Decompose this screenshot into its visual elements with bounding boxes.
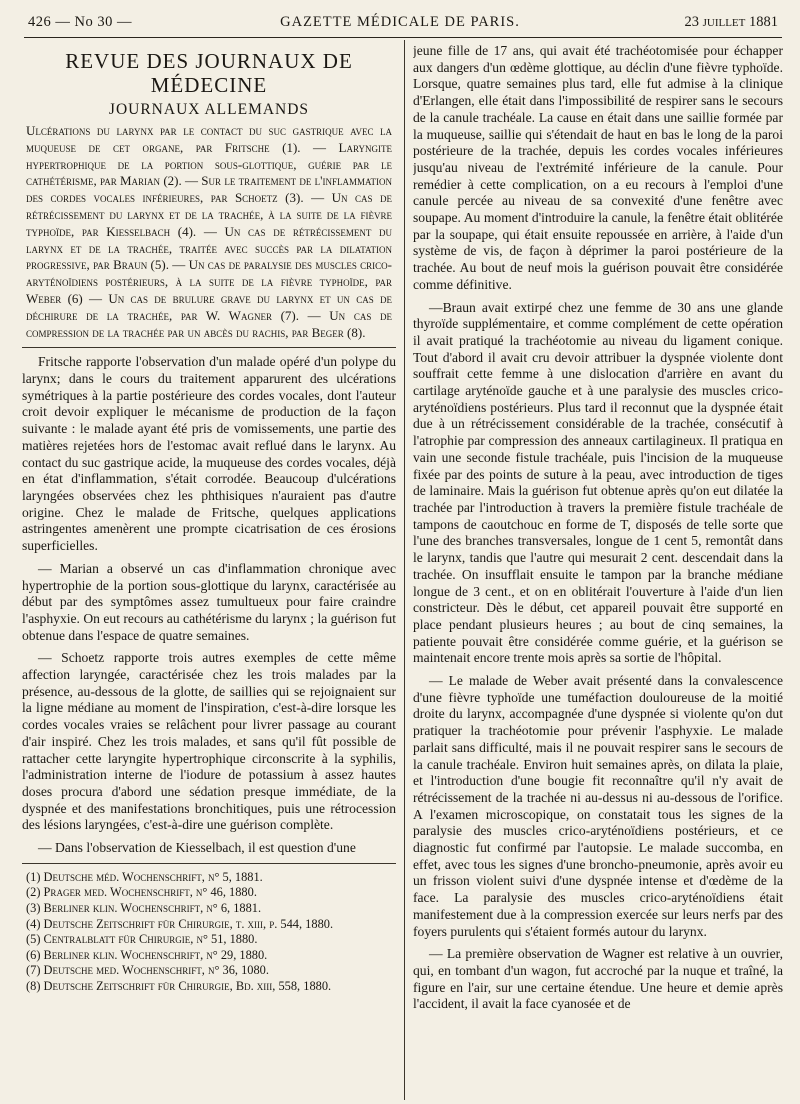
paragraph-fritsche: Fritsche rapporte l'observation d'un malade opéré d'un polype du larynx; dans le cours du traitement apparurent des ulcérations symétriques à la partie postérieure des cordes vocales, dont l'auteur croit devoir expliquer le mécanisme de production de la façon suivante : le malade ayant été pris de vomissements, une partie des matières rejetées hors de l'estomac avait reflué dans le larynx. Au contact du suc gastrique acide, la muqueuse des cordes vocales, déjà en état d'inflammation, s'était corrodée. Beaucoup d'ulcérations laryngées observées chez les phthisiques n'auraient pas d'autre origine. Chez le malade de Fritsche, quelques applications astringentes amenèrent une prompte cicatrisation de ces érosions superficielles. — [22, 354, 396, 554]
section-title: REVUE DES JOURNAUX DE MÉDECINE — [65, 49, 353, 97]
footnotes — [22, 870, 396, 995]
paragraph-schoetz: — Schoetz rapporte trois autres exemples de cette même affection laryngée, caractérisée chez les trois malades par la présence, au-dessous de la glotte, de saillies qui se rejoignaient sur la ligne médiane au moment de l'inspiration, c'est-à-dire lorsque les cordes vocales vraies se relâchent pour livrer passage au courant d'air inspiré. Chez les trois malades, et sans qu'il fût possible de rattacher cette laryngite hypertrophique circonscrite à la syphilis, l'administration interne de l'iodure de potassium à assez hautes doses procura d'abord une sédation presque immédiate, de la dyspnée et des manifestations bronchitiques, puis une rétrocession des lésions laryngées, c'est-à-dire une guérison complète. — [22, 650, 396, 833]
paragraph-wagner: — La première observation de Wagner est relative à un ouvrier, qui, en tombant d'un wagon, fut accroché par la nuque et traîné, la figure en l'air, sur une certaine étendue. Une heure et demie après l'accident, il avait la face cyanosée et de — [413, 946, 783, 1012]
footnote: (7) Deutsche med. Wochenschrift, n° 36, 1080. — [26, 963, 269, 978]
issue-number: — No 30 — — [55, 14, 132, 30]
column-divider — [404, 40, 405, 1100]
journal-title: GAZETTE MÉDICALE DE PARIS. — [280, 14, 520, 30]
footnote: (2) Prager med. Wochenschrift, n° 46, 1880. — [26, 885, 257, 900]
paragraph-kiesselbach-start: — Dans l'observation de Kiesselbach, il est question d'une — [38, 840, 356, 856]
section-summary: Ulcérations du larynx par le contact du suc gastrique avec la muqueuse de cet organe, par Fritsche (1). — Laryngite hypertrophique de la portion sous-glottique, guérie par le cathétérisme, par Marian (2). — Sur le traitement de l'inflammation des cordes vocales inférieures, par Schoetz (3). — Un cas de rétrécissement du larynx et de la trachée, à la suite de la fièvre typhoïde, par Kiesselbach (4). — Un cas de rétrécissement du larynx et de la trachée, traitée avec succès par la dilatation progressive, par Braun (5). — Un cas de paralysie des muscles crico-aryténoïdiens postérieurs, à la suite de la fièvre typhoïde, par Weber (6) — Un cas de brulure grave du larynx et un cas de déchirure de la trachée, par W. Wagner (7). — Un cas de compression de la trachée par un abcès du rachis, par Beger (8). — [26, 123, 392, 340]
footnote: (8) Deutsche Zeitschrift für Chirurgie, Bd. xiii, 558, 1880. — [26, 978, 332, 993]
footnote: (6) Berliner klin. Wochenschrift, n° 29, 1880. — [26, 947, 268, 962]
left-column — [22, 43, 396, 1098]
date-year: 1881 — [749, 14, 778, 30]
page-number: 426 — [28, 14, 52, 30]
footnote: (1) Deutsche méd. Wochenschrift, n° 5, 1881. — [26, 869, 263, 884]
right-column — [413, 43, 783, 1098]
footnotes-rule — [22, 863, 396, 864]
date-month: JUILLET — [702, 17, 746, 29]
paragraph-marian: — Marian a observé un cas d'inflammation chronique avec hypertrophie de la portion sous-glottique du larynx, caractérisée au début par des symptômes assez tumultueux pour faire craindre l'asphyxie. On eut recours au cathétérisme du larynx ; la guérison fut obtenue dans l'espace de quatre semaines. — [22, 560, 396, 643]
paragraph-kiesselbach-cont: jeune fille de 17 ans, qui avait été trachéotomisée pour échapper aux dangers d'un œdème glottique, au déclin d'une fièvre typhoïde. Lorsque, quatre semaines plus tard, elle fut admise à la clinique d'Erlangen, elle était dans l'impossibilité de respirer sans le secours de la canule trachéale. La cause en était dans une saillie formée par la muqueuse, saillie qui s'étendait de haut en bas le long de la paroi postérieure de la trachée, depuis les cordes vocales inférieures jusqu'au niveau de l'extrémité inférieure de la canule. Pour remédier à cette complication, on a eu recours à l'emploi d'une canule percée au niveau de sa convexité d'une fenêtre avec soupape. Au moment d'introduire la canule, la fenêtre était oblitérée par la soupape, qui était ensuite repoussée en arrière, à l'aide d'un système de vis, de façon à déprimer la paroi postérieure de la trachée. Au bout de neuf mois la guérison pouvait être considérée comme définitive. — [413, 43, 783, 292]
date-day: 23 — [684, 14, 699, 30]
issue-date — [684, 14, 778, 31]
footnote: (5) Centralblatt für Chirurgie, n° 51, 1880. — [26, 932, 258, 947]
page-header — [20, 10, 780, 36]
footnote: (3) Berliner klin. Wochenschrift, n° 6, 1881. — [26, 900, 262, 915]
summary-rule — [22, 347, 396, 348]
paragraph-weber: — Le malade de Weber avait présenté dans la convalescence d'une fièvre typhoïde une tuméfaction douloureuse de la moitié droite du larynx, accompagnée d'une dyspnée si violente qu'on dut pratiquer la trachéotomie pour prévenir l'asphyxie. Le malade parlait sans difficulté, mais il ne pouvait respirer sans le secours de la canule trachéale. Environ huit semaines après, on dilata la plaie, et l'introduction d'une bougie fit reconnaître qu'il n'y avait de rétrécissement de la trachée ni au-dessus ni au-dessous de l'orifice. A l'examen microscopique, on constatait tous les signes de la paralysie des muscles crico-aryténoïdiens postérieurs, et ce diagnostic fut confirmé par l'autopsie. Le malade succomba, en effet, avec tous les signes d'une broncho-pneumonie, après avoir eu un frisson violent suivi d'une dyspnée intense et d'œdème de la face. La paralysie des muscles crico-aryténoïdiens était manifestement due à la compression exercée sur leurs nerfs par des foyers purulents qui s'étaient formés autour du larynx. — [413, 673, 783, 939]
section-subtitle: JOURNAUX ALLEMANDS — [108, 101, 310, 118]
paragraph-braun: —Braun avait extirpé chez une femme de 30 ans une glande thyroïde supplémentaire, et comme complément de cette opération il avait pratiqué la trachéotomie au niveau du ligament conique. Tout d'abord il avait cru devoir attribuer la dyspnée violente dont souffrait cette femme à une dislocation d'arrière en avant du cartilage aryténoïde gauche et à une paralysie des muscles crico-aryténoïdiens postérieurs. Plus tard il reconnut que la dyspnée était due à un rétrécissement considérable de la trachée, consécutif à l'atrophie par compression des anneaux cartilagineux. Il pratiqua en vain une seconde fistule trachéale, puis l'incision de la muqueuse fixée par des points de suture à la peau, avec introduction de tiges de laminaire. Mais la guérison fut obtenue après qu'on eut dilatée la trachée par l'introduction à travers la première fistule trachéale de tampons de caoutchouc en forme de T, disposés de telle sorte que l'une des branches transversales, longue de 1 cent 5, remontât dans le larynx, tandis que l'autre qui mesurait 2 cent. descendait dans la trachée. On insufflait ensuite le tampon par la branche médiane longue de 3 cent., et on en oblitérait l'ouverture à l'aide d'un lien constricteur. Dès le début, cet appareil pouvait être supporté en place pendant plusieurs heures ; au bout de cinq semaines, la patiente pouvait être considérée comme guérie, et la guérison se maintenait encore trente mois après sa sortie de l'hôpital. — [413, 299, 783, 666]
header-rule — [24, 37, 782, 38]
footnote: (4) Deutsche Zeitschrift für Chirurgie, t. xiii, p. 544, 1880. — [26, 916, 334, 931]
